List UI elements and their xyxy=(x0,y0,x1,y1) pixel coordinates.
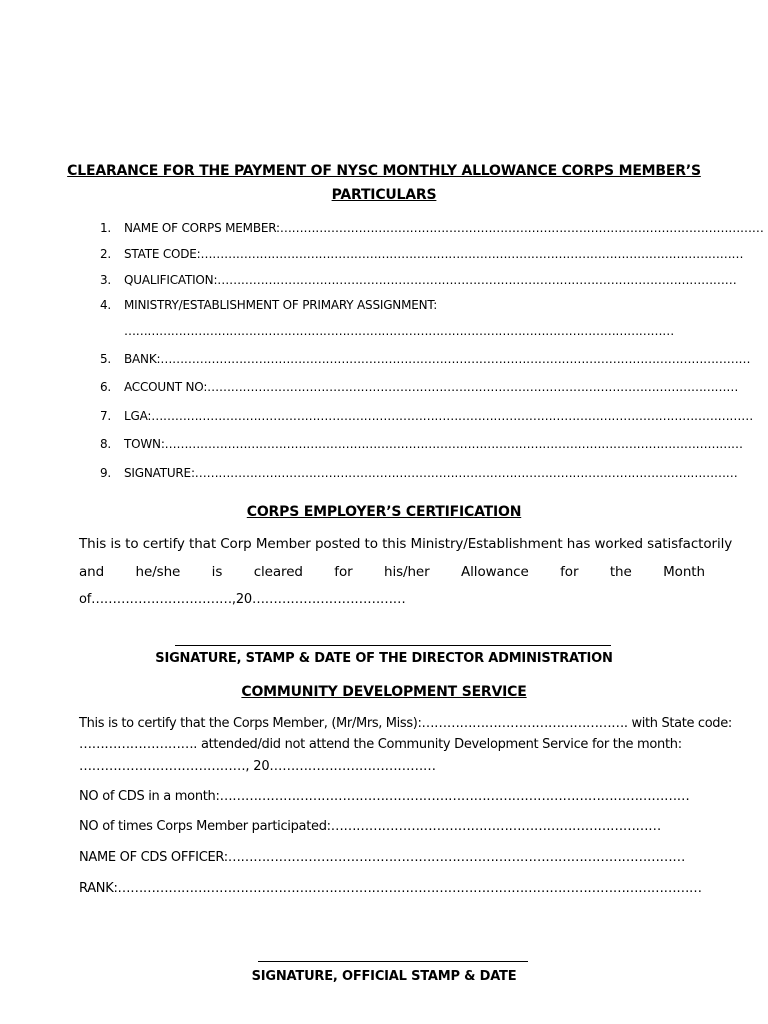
particular-item xyxy=(100,409,753,423)
item-number: 1. xyxy=(100,221,112,235)
particular-item xyxy=(100,352,750,366)
director-signature-label: SIGNATURE, STAMP & DATE OF THE DIRECTOR ADMINISTRATION xyxy=(155,651,613,666)
item-number: 2. xyxy=(100,247,112,261)
field-account-no: ACCOUNT NO:……………………………………………………………………………………………………………………… xyxy=(124,380,739,394)
particular-item xyxy=(100,221,764,235)
item-number: 6. xyxy=(100,380,112,394)
justified-word: his/her xyxy=(383,564,430,580)
employer-certify-text-1: This is to certify that Corp Member posted to this Ministry/Establishment has worked satisfactorily xyxy=(79,536,733,552)
particular-item xyxy=(100,466,738,480)
item-number: 5. xyxy=(100,352,112,366)
director-signature-line xyxy=(175,645,611,646)
field-cds-officer-name: NAME OF CDS OFFICER:……………………………………………………………………………………………… xyxy=(79,850,686,865)
field-state-code: STATE CODE:………………………………………………………………………………………………………………………… xyxy=(124,247,744,261)
field-lga: LGA:……………………………………………………………………………………………………………………………………… xyxy=(124,409,754,423)
item-number: 3. xyxy=(100,273,112,287)
employer-month-year-line: of……………………………,20……………………………… xyxy=(79,592,406,607)
particular-item xyxy=(100,437,743,451)
field-no-of-cds: NO of CDS in a month:………………………………………………………………………………………………… xyxy=(79,789,690,804)
particular-item xyxy=(100,273,737,287)
field-times-participated: NO of times Corps Member participated:…………………………………………………………………… xyxy=(79,819,661,834)
field-qualification: QUALIFICATION:…………………………………………………………………………………………………………………… xyxy=(124,273,737,287)
particular-item xyxy=(100,298,437,312)
form-title-line-2: PARTICULARS xyxy=(331,187,437,203)
employer-certification-heading: CORPS EMPLOYER’S CERTIFICATION xyxy=(246,504,522,520)
cds-heading: COMMUNITY DEVELOPMENT SERVICE xyxy=(241,684,527,700)
justified-word: Month xyxy=(663,564,705,580)
item-number: 4. xyxy=(100,298,112,312)
ministry-continuation-dots: …………………………………………………………………………………………………………………………… xyxy=(124,324,674,338)
cds-certify-line-3: …………………………………, 20………………………………… xyxy=(79,759,436,774)
item-number: 8. xyxy=(100,437,112,451)
particular-item xyxy=(100,380,738,394)
cds-certify-line-2: ………………………. attended/did not attend the Community Development Service for the month: xyxy=(79,737,682,752)
justified-word: is xyxy=(211,564,223,580)
justified-word: Allowance xyxy=(461,564,529,580)
employer-certify-line-1 xyxy=(79,536,733,552)
form-title-line-1: CLEARANCE FOR THE PAYMENT OF NYSC MONTHLY ALLOWANCE CORPS MEMBER’S xyxy=(67,163,701,179)
justified-word: he/she xyxy=(135,564,181,580)
justified-word: cleared xyxy=(253,564,303,580)
particular-item xyxy=(100,247,743,261)
field-name-of-corps-member: NAME OF CORPS MEMBER:…………………………………………………………………………………………………………… xyxy=(124,221,764,235)
justified-word: for xyxy=(334,564,353,580)
item-number: 9. xyxy=(100,466,112,480)
official-signature-label: SIGNATURE, OFFICIAL STAMP & DATE xyxy=(251,969,517,984)
field-bank: BANK:…………………………………………………………………………………………………………………………………… xyxy=(124,352,751,366)
justified-word: and xyxy=(79,564,105,580)
cds-certify-line-1: This is to certify that the Corps Member, (Mr/Mrs, Miss):…………………………………………. with State code: xyxy=(79,716,732,731)
justified-word: the xyxy=(609,564,632,580)
item-number: 7. xyxy=(100,409,112,423)
field-ministry-establishment: MINISTRY/ESTABLISHMENT OF PRIMARY ASSIGNMENT: xyxy=(124,298,438,312)
field-town: TOWN:………………………………………………………………………………………………………………………………… xyxy=(124,437,743,451)
official-signature-line xyxy=(258,961,528,962)
employer-certify-line-2 xyxy=(79,564,705,580)
justified-word: for xyxy=(560,564,579,580)
field-rank: RANK:………………………………………………………………………………………………………………………… xyxy=(79,881,702,896)
field-signature: SIGNATURE:………………………………………………………………………………………………………………………… xyxy=(124,466,738,480)
